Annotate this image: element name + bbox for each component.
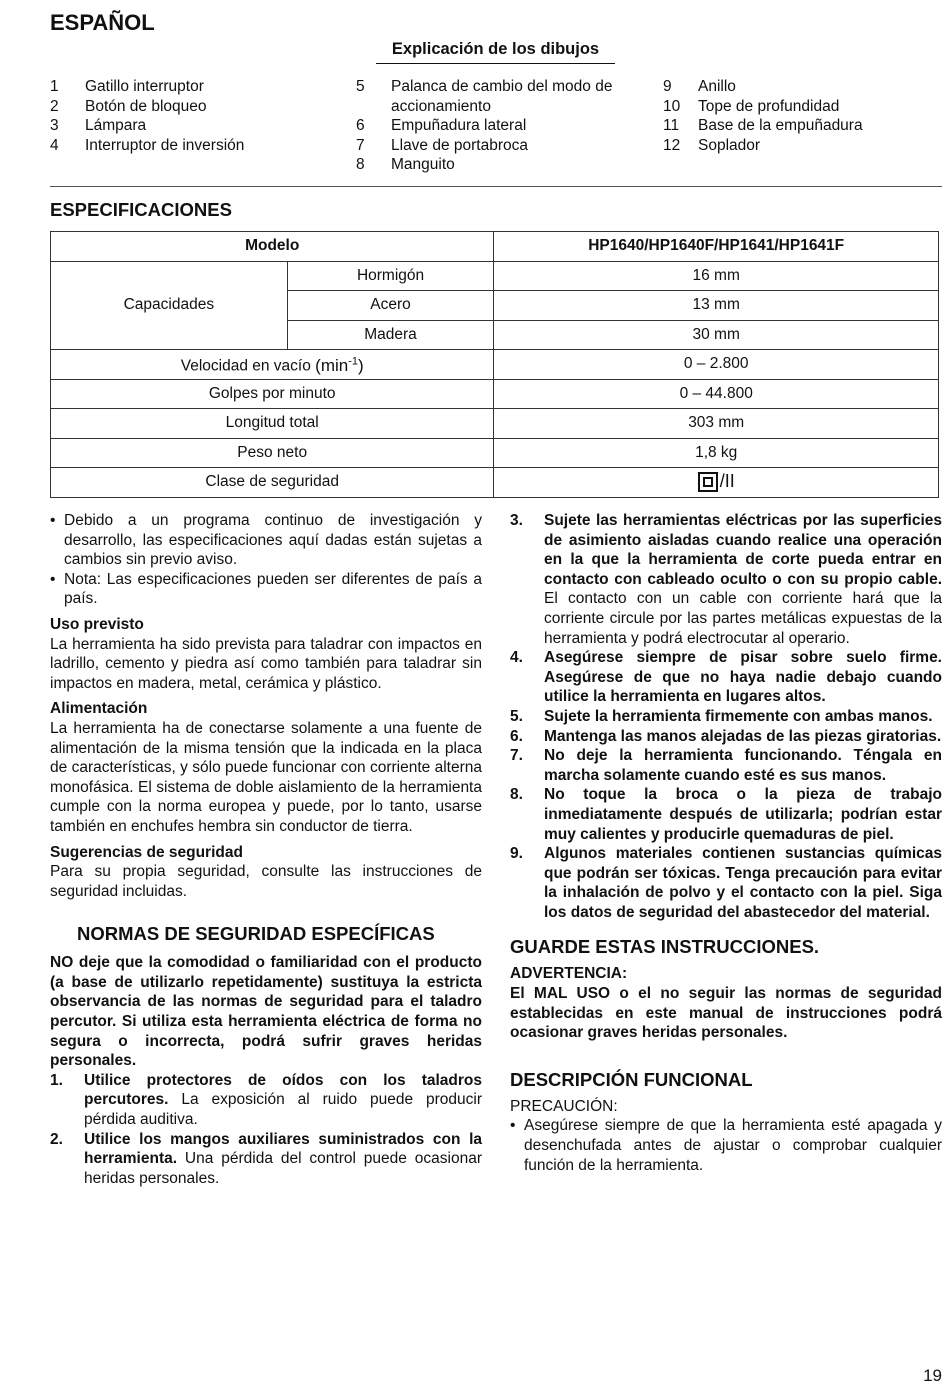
legend-number: 5 <box>356 78 365 95</box>
legend-column-3 <box>663 77 923 155</box>
capacity-value: 16 mm <box>494 261 939 291</box>
capacity-value: 13 mm <box>494 291 939 321</box>
intended-use-text: La herramienta ha sido prevista para taladrar con impactos en ladrillo, cemento y piedra así como también para taladrar sin impactos en madera, metal, cerámica y plástico. <box>50 635 482 692</box>
legend-number: 2 <box>50 97 59 115</box>
legend-label: Gatillo interruptor <box>85 78 204 95</box>
legend-number: 8 <box>356 156 365 174</box>
safety-class-cell <box>494 468 939 498</box>
warning-label: ADVERTENCIA: <box>510 965 628 983</box>
item-bold-text: Sujete la herramienta firmemente con ambas manos. <box>544 707 933 725</box>
table-row <box>51 261 939 291</box>
legend-item <box>50 136 330 156</box>
legend-label: Anillo <box>698 78 736 95</box>
list-item <box>510 746 942 785</box>
item-number: 4. <box>510 649 523 667</box>
legend-item <box>50 77 330 97</box>
legend-item <box>356 155 646 175</box>
bullet-text: Nota: Las especificaciones pueden ser diferentes de país a país. <box>64 570 482 608</box>
item-bold-text: Mantenga las manos alejadas de las piezas giratorias. <box>544 727 942 745</box>
item-number: 1. <box>50 1071 63 1089</box>
legend-number: 10 <box>663 97 681 115</box>
bullet-icon: • <box>50 570 56 588</box>
list-item <box>510 648 942 707</box>
table-row <box>51 232 939 262</box>
safety-rules-intro: NO deje que la comodidad o familiaridad con el producto (a base de utilizarlo repetidamente) sustituya la estricta observancia de las normas de seguridad para el taladro percutor. Si utiliza esta herramienta eléctrica de forma no segura o incorrecta, podrá sufrir graves heridas personales. <box>50 954 482 1070</box>
table-row <box>51 350 939 380</box>
functional-description-heading: DESCRIPCIÓN FUNCIONAL <box>510 1068 753 1090</box>
caution-label: PRECAUCIÓN: <box>510 1097 618 1115</box>
list-item <box>50 511 482 570</box>
legend-number: 3 <box>50 117 59 135</box>
capacity-label: Madera <box>287 320 494 350</box>
bullet-icon: • <box>510 1117 516 1135</box>
page-number: 19 <box>923 1366 942 1385</box>
bullet-text: Asegúrese siempre de que la herramienta esté apagada y desenchufada antes de ajustar o comprobar cualquier función de la herramienta. <box>524 1117 942 1174</box>
legend-item <box>663 77 923 97</box>
legend-label: Soplador <box>698 136 761 154</box>
item-bold-text: Algunos materiales contienen sustancias químicas que podrán ser tóxicas. Tenga precaución para evitar la inhalación de polvo y el contacto con la piel. Siga los datos de seguridad del abastecedor del material. <box>544 845 942 921</box>
right-column <box>510 511 942 1175</box>
legend-number: 12 <box>663 136 681 154</box>
item-bold-text: Sujete las herramientas eléctricas por las superficies de asimiento aisladas cuando realice una operación en la que la herramienta de corte pueda entrar en contacto con cableado oculto o con su propio cable. <box>544 512 942 588</box>
speed-label: Velocidad en vacío <box>180 357 311 375</box>
item-rest-text: El contacto con un cable con corriente hará que la corriente circule por las partes metálicas expuestas de la herramienta y podrá electrocutar al operario. <box>544 590 942 647</box>
capacities-label: Capacidades <box>51 261 288 350</box>
item-bold-text: No deje la herramienta funcionando. Téngala en marcha solamente cuando esté es sus manos. <box>544 747 942 784</box>
legend-label: Llave de portabroca <box>391 136 529 154</box>
specifications-table <box>50 231 939 498</box>
list-item <box>50 570 482 609</box>
item-number: 8. <box>510 786 523 804</box>
legend-label: Botón de bloqueo <box>85 97 207 115</box>
legend-label: Lámpara <box>85 117 147 135</box>
capacity-value: 30 mm <box>494 320 939 350</box>
table-row <box>51 468 939 498</box>
legend-item <box>663 97 923 117</box>
save-instructions-heading: GUARDE ESTAS INSTRUCCIONES. <box>510 936 820 958</box>
legend-number: 4 <box>50 136 59 154</box>
legend-label: Interruptor de inversión <box>85 136 245 154</box>
table-row <box>51 379 939 409</box>
power-supply-text: La herramienta ha de conectarse solamente a una fuente de alimentación de la misma tensión que la indicada en la placa de características, y sólo puede funcionar con corriente alterna monofásica. El sistema de doble aislamiento de la herramienta cumple con la norma europea y puede, por lo tanto, usarse también en enchufes hembra sin conductor de tierra. <box>50 719 482 835</box>
power-supply-heading: Alimentación <box>50 700 148 718</box>
item-number: 7. <box>510 747 523 765</box>
legend-number: 1 <box>50 78 59 95</box>
item-number: 5. <box>510 707 523 725</box>
spec-value: 0 – 44.800 <box>494 379 939 409</box>
spec-value: 303 mm <box>494 409 939 439</box>
list-item <box>50 1071 482 1130</box>
double-insulation-icon <box>698 472 718 492</box>
legend-label: Base de la empuñadura <box>698 117 863 135</box>
legend-item <box>356 136 646 156</box>
legend-label: Manguito <box>391 156 455 174</box>
legend-label: Empuñadura lateral <box>391 117 527 135</box>
legend-item <box>356 77 646 116</box>
legend-number: 9 <box>663 78 672 95</box>
drawings-explanation-title: Explicación de los dibujos <box>376 38 615 64</box>
legend-column-1 <box>50 77 330 155</box>
item-rest-text: Una pérdida del control puede ocasionar heridas personales. <box>84 1150 482 1187</box>
legend-number: 7 <box>356 136 365 154</box>
speed-unit-close: ) <box>358 355 364 375</box>
legend-item <box>663 116 923 136</box>
table-row <box>51 409 939 439</box>
item-rest-text: La exposición al ruido puede producir pérdida auditiva. <box>84 1091 482 1129</box>
warning-text: El MAL USO o el no seguir las normas de seguridad establecidas en este manual de instrucciones podrá ocasionar graves heridas personales. <box>510 985 942 1042</box>
left-column <box>50 511 482 1188</box>
legend-item <box>356 116 646 136</box>
item-number: 3. <box>510 512 523 529</box>
item-text <box>544 511 942 648</box>
safety-tips-heading: Sugerencias de seguridad <box>50 843 243 861</box>
speed-label-cell <box>51 350 494 380</box>
item-text <box>84 1071 482 1130</box>
speed-value: 0 – 2.800 <box>494 350 939 380</box>
item-text <box>84 1130 482 1189</box>
legend-number: 11 <box>663 117 680 135</box>
language-heading: ESPAÑOL <box>50 10 155 35</box>
specific-safety-rules-heading: NORMAS DE SEGURIDAD ESPECÍFICAS <box>77 923 435 945</box>
speed-unit-exponent: -1 <box>348 355 358 368</box>
table-row <box>51 438 939 468</box>
spec-label: Peso neto <box>51 438 494 468</box>
item-bold-text: No toque la broca o la pieza de trabajo inmediatamente después de utilizarla; podrían estar muy calientes y producirle quemaduras de piel. <box>544 786 942 843</box>
spec-label: Longitud total <box>51 409 494 439</box>
item-bold-text: Asegúrese siempre de pisar sobre suelo firme. Asegúrese de que no haya nadie debajo cuando utilice la herramienta en lugares altos. <box>544 649 942 706</box>
legend-item <box>50 116 330 136</box>
list-item <box>510 727 942 747</box>
list-item <box>510 511 942 648</box>
item-bold-text: Utilice protectores de oídos con los taladros percutores. <box>84 1071 482 1109</box>
list-item <box>510 844 942 922</box>
list-item <box>510 1116 942 1175</box>
list-item <box>50 1130 482 1189</box>
legend-number: 6 <box>356 117 365 135</box>
speed-unit-text: (min <box>315 355 349 375</box>
intended-use-heading: Uso previsto <box>50 615 144 633</box>
model-label: Modelo <box>51 232 494 262</box>
section-divider <box>50 186 942 187</box>
item-bold-text: Utilice los mangos auxiliares suministrados con la herramienta. <box>84 1130 482 1168</box>
legend-label: Palanca de cambio del modo de accionamiento <box>391 78 613 115</box>
spec-label: Golpes por minuto <box>51 379 494 409</box>
speed-unit <box>315 356 364 375</box>
specifications-heading: ESPECIFICACIONES <box>50 199 232 220</box>
item-number: 9. <box>510 845 523 863</box>
spec-value: 1,8 kg <box>494 438 939 468</box>
safety-tips-text: Para su propia seguridad, consulte las instrucciones de seguridad incluidas. <box>50 863 482 900</box>
list-item <box>510 707 942 727</box>
model-value: HP1640/HP1640F/HP1641/HP1641F <box>494 232 939 262</box>
legend-label: Tope de profundidad <box>698 97 840 115</box>
capacity-label: Hormigón <box>287 261 494 291</box>
legend-column-2 <box>356 77 646 175</box>
legend-item <box>50 97 330 117</box>
legend-item <box>663 136 923 156</box>
item-number: 6. <box>510 727 523 745</box>
list-item <box>510 785 942 844</box>
capacity-label: Acero <box>287 291 494 321</box>
bullet-icon: • <box>50 512 56 529</box>
item-number: 2. <box>50 1130 63 1148</box>
bullet-text: Debido a un programa continuo de investigación y desarrollo, las especificaciones aquí dadas están sujetas a cambios sin previo aviso. <box>64 512 482 569</box>
safety-class-value: /II <box>719 471 735 492</box>
safety-class-label: Clase de seguridad <box>51 468 494 498</box>
